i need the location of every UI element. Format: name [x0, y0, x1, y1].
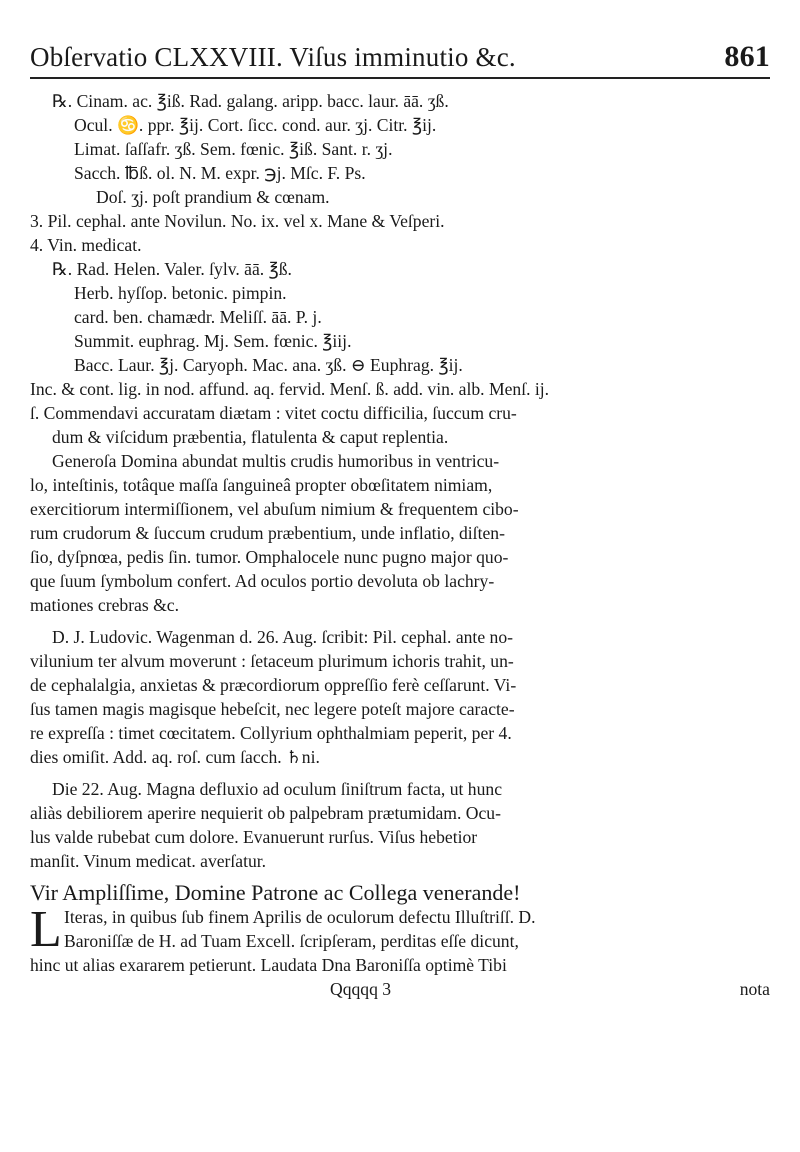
text-line: Baroniſſæ de H. ad Tuam Excell. ſcripſeram, perditas eſſe dicunt,	[64, 931, 519, 951]
text-line: vilunium ter alvum moverunt : ſetaceum plurimum ichoris trahit, un-	[30, 651, 514, 671]
text-line: card. ben. chamædr. Meliſſ. āā. P. j.	[74, 307, 322, 327]
text-line: Ocul. ♋. ppr. ℥ij. Cort. ſicc. cond. aur. ʒj. Citr. ℥ij.	[74, 115, 437, 135]
text-line: Inc. & cont. lig. in nod. affund. aq. fervid. Menſ. ß. add. vin. alb. Menſ. ij.	[30, 379, 550, 399]
letter-paragraph	[30, 901, 770, 958]
text-line: Die 22. Aug. Magna defluxio ad oculum ſiniſtrum facta, ut hunc	[52, 779, 503, 799]
text-line: D. J. Ludovic. Wagenman d. 26. Aug. ſcribit: Pil. cephal. ante no-	[52, 627, 513, 647]
page	[30, 40, 770, 1001]
text-line: de cephalalgia, anxietas & præcordiorum oppreſſio ferè ceſſarunt. Vi-	[30, 675, 517, 695]
text-line: lo, inteſtinis, totâque maſſa ſanguineâ propter obœſitatem nimiam,	[30, 475, 493, 495]
text-line: 3. Pil. cephal. ante Novilun. No. ix. vel x. Mane & Veſperi.	[30, 211, 445, 231]
text-line: Limat. ſaſſafr. ʒß. Sem. fœnic. ℥iß. Sant. r. ʒj.	[74, 139, 393, 159]
text-line: aliàs debiliorem aperire nequierit ob palpebram prætumidam. Ocu-	[30, 803, 501, 823]
drop-capital: L	[30, 901, 62, 958]
salutation: Vir Ampliſſime, Domine Patrone ac Collega venerande!	[30, 880, 521, 905]
text-line: Generoſa Domina abundat multis crudis humoribus in ventricu-	[52, 451, 500, 471]
page-footer	[30, 977, 770, 1001]
text-line: dies omiſit. Add. aq. roſ. cum ſacch. ♄ni.	[30, 747, 320, 767]
text-line: Summit. euphrag. Mj. Sem. fœnic. ℥iij.	[74, 331, 352, 351]
text-line: Bacc. Laur. ℥j. Caryoph. Mac. ana. ʒß. ⊖ Euphrag. ℥ij.	[74, 355, 463, 375]
catchword: nota	[739, 979, 770, 999]
text-line: ſ. Commendavi accuratam diætam : vitet coctu difficilia, ſuccum cru-	[30, 403, 517, 423]
text-line: manſit. Vinum medicat. averſatur.	[30, 851, 267, 871]
text-line: ℞. Rad. Helen. Valer. ſylv. āā. ℥ß.	[52, 259, 292, 279]
text-line: mationes crebras &c.	[30, 595, 179, 615]
text-line: Herb. hyſſop. betonic. pimpin.	[74, 283, 287, 303]
text-line: re expreſſa : timet cœcitatem. Collyrium ophthalmiam peperit, per 4.	[30, 723, 512, 743]
text-line: dum & viſcidum præbentia, flatulenta & caput replentia.	[52, 427, 449, 447]
text-line: hinc ut alias exararem petierunt. Laudata Dna Baroniſſa optimè Tibi	[30, 955, 507, 975]
text-line: lus valde rubebat cum dolore. Evanuerunt rurſus. Viſus hebetior	[30, 827, 478, 847]
text-line: ſus tamen magis magisque hebeſcit, nec legere poteſt majore caracte-	[30, 699, 515, 719]
text-line: ſio, dyſpnœa, pedis ſin. tumor. Omphalocele nunc pugno major quo-	[30, 547, 509, 567]
text-line: que ſuum ſymbolum confert. Ad oculos portio devoluta ob lachry-	[30, 571, 495, 591]
signature-mark: Qqqqq 3	[330, 979, 392, 999]
text-line: Iteras, in quibus ſub finem Aprilis de oculorum defectu Illuſtriſſ. D.	[64, 907, 536, 927]
running-header	[30, 40, 770, 79]
text-line: Sacch. ℔ß. ol. N. M. expr. ℈j. Mſc. F. Ps.	[74, 163, 366, 183]
text-line: ℞. Cinam. ac. ℥iß. Rad. galang. aripp. bacc. laur. āā. ʒß.	[52, 91, 449, 111]
text-line: Doſ. ʒj. poſt prandium & cœnam.	[96, 187, 330, 207]
text-line: exercitiorum intermiſſionem, vel abuſum nimium & frequentem cibo-	[30, 499, 519, 519]
text-line: 4. Vin. medicat.	[30, 235, 142, 255]
header-title: Obſervatio CLXXVIII. Viſus imminutio &c.	[30, 42, 516, 72]
body-text	[30, 89, 770, 1001]
page-number: 861	[724, 40, 770, 73]
text-line: rum crudorum & ſuccum crudum præbentium, unde inflatio, diſten-	[30, 523, 505, 543]
